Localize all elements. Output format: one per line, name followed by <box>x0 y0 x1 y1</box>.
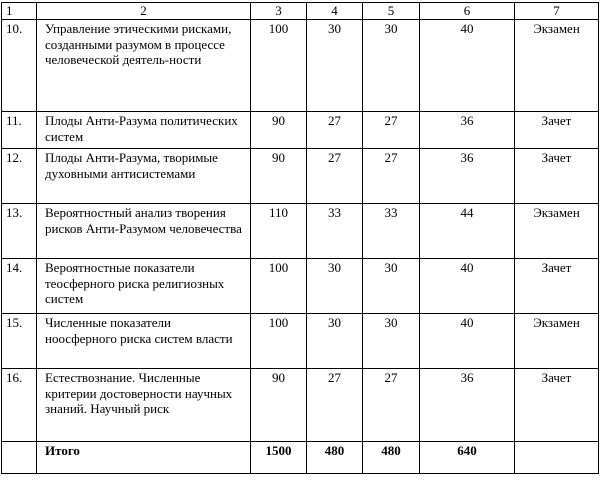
total-col6: 640 <box>420 441 515 473</box>
col5-value: 30 <box>363 313 420 368</box>
col6-value: 36 <box>420 111 515 148</box>
header-cell-5: 5 <box>363 3 420 20</box>
col5-value: 30 <box>363 258 420 313</box>
col6-value: 36 <box>420 148 515 203</box>
header-cell-4: 4 <box>307 3 363 20</box>
assessment-type: Зачет <box>515 111 599 148</box>
row-title: Плоды Анти-Разума политических систем <box>37 111 251 148</box>
header-cell-2: 2 <box>37 3 251 20</box>
total-col4: 480 <box>307 441 363 473</box>
col3-value: 90 <box>251 148 307 203</box>
col3-value: 100 <box>251 19 307 111</box>
col5-value: 33 <box>363 203 420 258</box>
assessment-type: Экзамен <box>515 313 599 368</box>
row-number: 15. <box>2 313 37 368</box>
table-row <box>2 203 599 258</box>
table-row <box>2 368 599 441</box>
table-row <box>2 111 599 148</box>
col4-value: 27 <box>307 148 363 203</box>
col3-value: 90 <box>251 111 307 148</box>
col4-value: 30 <box>307 258 363 313</box>
assessment-type: Экзамен <box>515 203 599 258</box>
course-table <box>1 2 599 474</box>
assessment-type: Зачет <box>515 368 599 441</box>
total-number <box>2 441 37 473</box>
total-col3: 1500 <box>251 441 307 473</box>
col5-value: 27 <box>363 368 420 441</box>
col5-value: 27 <box>363 111 420 148</box>
col3-value: 110 <box>251 203 307 258</box>
header-cell-6: 6 <box>420 3 515 20</box>
col4-value: 30 <box>307 313 363 368</box>
col6-value: 44 <box>420 203 515 258</box>
row-number: 13. <box>2 203 37 258</box>
col5-value: 27 <box>363 148 420 203</box>
row-number: 12. <box>2 148 37 203</box>
row-number: 14. <box>2 258 37 313</box>
row-title: Вероятностный анализ творения рисков Анти-Разумом человечества <box>37 203 251 258</box>
total-col7 <box>515 441 599 473</box>
col4-value: 27 <box>307 111 363 148</box>
col6-value: 40 <box>420 313 515 368</box>
assessment-type: Зачет <box>515 258 599 313</box>
row-title: Плоды Анти-Разума, творимые духовными антисистемами <box>37 148 251 203</box>
row-number: 10. <box>2 19 37 111</box>
table-row <box>2 258 599 313</box>
assessment-type: Зачет <box>515 148 599 203</box>
col4-value: 33 <box>307 203 363 258</box>
total-row <box>2 441 599 473</box>
header-cell-3: 3 <box>251 3 307 20</box>
table-row <box>2 148 599 203</box>
table-row <box>2 313 599 368</box>
col3-value: 100 <box>251 258 307 313</box>
row-title: Управление этическими рисками, созданными разумом в процессе человеческой деятель-ности <box>37 19 251 111</box>
row-title: Вероятностные показатели теосферного риска религиозных систем <box>37 258 251 313</box>
table-row <box>2 19 599 111</box>
header-row <box>2 3 599 20</box>
header-cell-1: 1 <box>2 3 37 20</box>
col5-value: 30 <box>363 19 420 111</box>
header-cell-7: 7 <box>515 3 599 20</box>
assessment-type: Экзамен <box>515 19 599 111</box>
col6-value: 36 <box>420 368 515 441</box>
row-number: 16. <box>2 368 37 441</box>
col3-value: 100 <box>251 313 307 368</box>
total-col5: 480 <box>363 441 420 473</box>
col6-value: 40 <box>420 19 515 111</box>
col3-value: 90 <box>251 368 307 441</box>
row-title: Численные показатели ноосферного риска систем власти <box>37 313 251 368</box>
total-label: Итого <box>37 441 251 473</box>
col6-value: 40 <box>420 258 515 313</box>
row-title: Естествознание. Численные критерии достоверности научных знаний. Научный риск <box>37 368 251 441</box>
col4-value: 30 <box>307 19 363 111</box>
row-number: 11. <box>2 111 37 148</box>
col4-value: 27 <box>307 368 363 441</box>
